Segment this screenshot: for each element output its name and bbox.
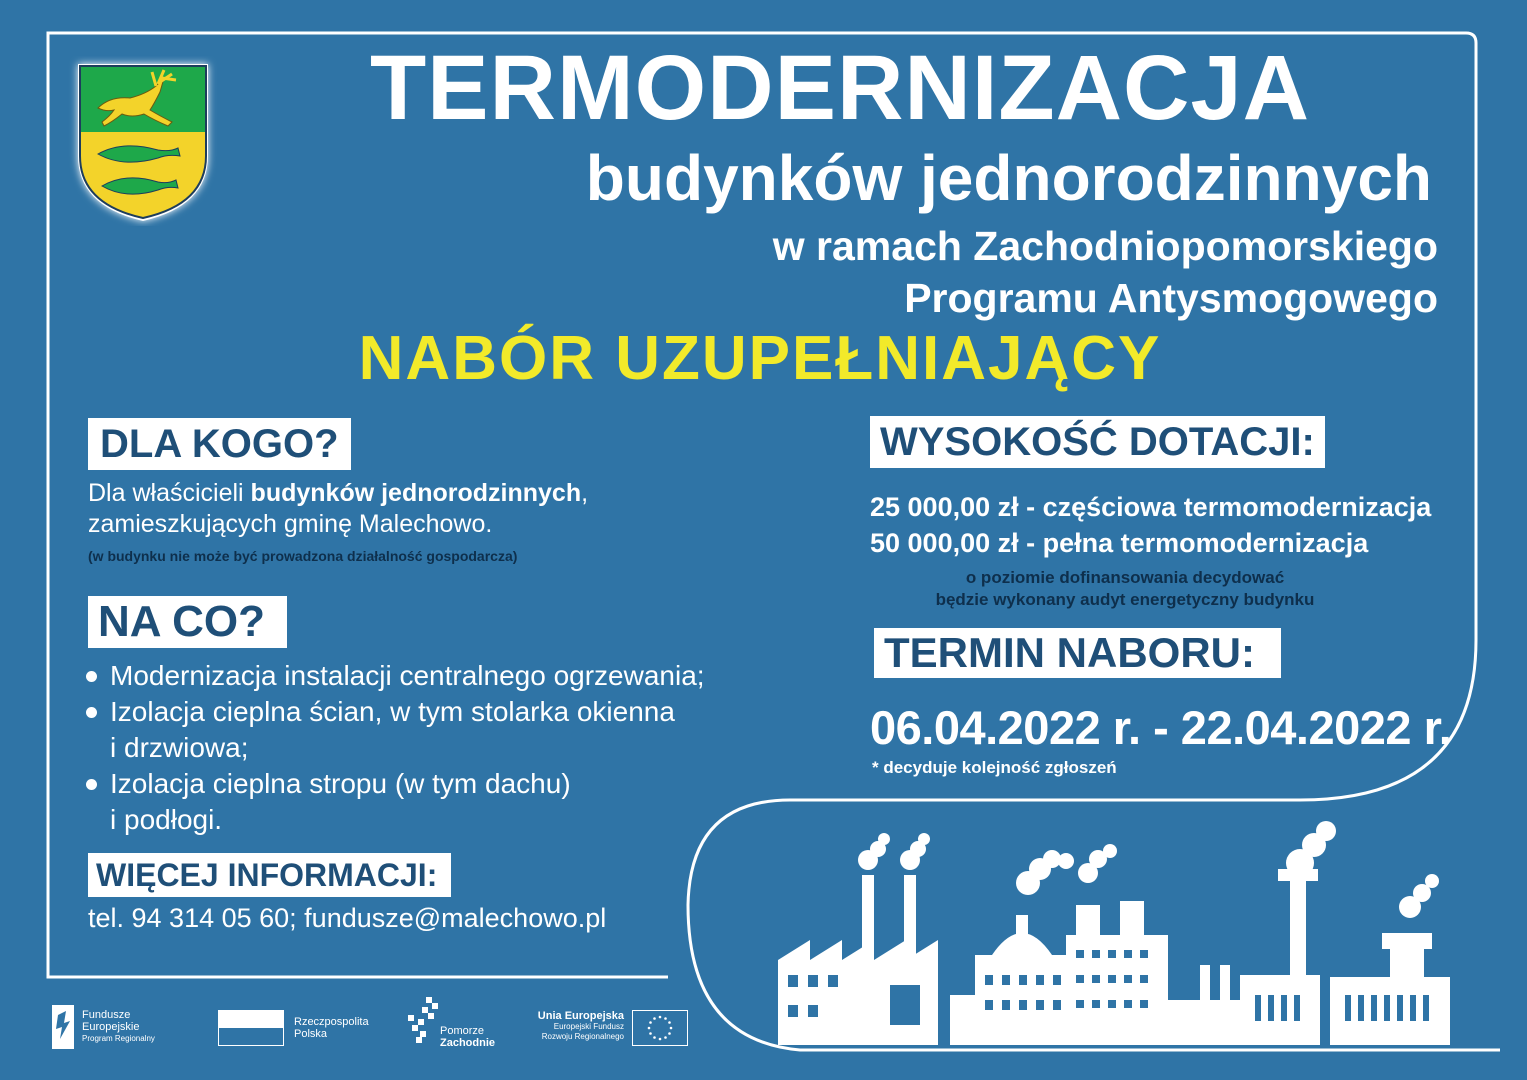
eu-flag-icon bbox=[632, 1010, 688, 1046]
grant-note-line2: będzie wykonany audyt energetyczny budynku bbox=[935, 590, 1315, 609]
list-item-line1: Modernizacja instalacji centralnego ogrzewania; bbox=[110, 660, 705, 691]
logo-fundusze-europejskie bbox=[52, 1005, 192, 1053]
coat-of-arms-icon bbox=[68, 56, 218, 226]
contact-info: tel. 94 314 05 60; fundusze@malechowo.pl bbox=[88, 903, 607, 933]
ue-line3: Rozwoju Regionalnego bbox=[541, 1032, 624, 1041]
fe-line2: Europejskie bbox=[82, 1021, 140, 1033]
recruitment-heading: NABÓR UZUPEŁNIAJĄCY bbox=[358, 324, 1162, 393]
term-label: TERMIN NABORU: bbox=[874, 628, 1281, 678]
who-text-line2: zamieszkujących gminę Malechowo. bbox=[88, 510, 493, 538]
ue-line2: Europejski Fundusz bbox=[553, 1022, 624, 1031]
grant-note-line1: o poziomie dofinansowania decydować bbox=[965, 568, 1285, 587]
list-item bbox=[84, 694, 724, 766]
logo-unia-europejska bbox=[524, 1010, 694, 1050]
what-label: NA CO? bbox=[88, 596, 287, 648]
bullet-icon bbox=[86, 671, 97, 682]
list-item bbox=[84, 658, 724, 694]
who-label: DLA KOGO? bbox=[88, 418, 351, 470]
pz-line2: Zachodnie bbox=[440, 1037, 496, 1049]
page-title: TERMODERNIZACJA bbox=[369, 37, 1311, 139]
grant-amount-partial: 25 000,00 zł - częściowa termomodernizacja bbox=[870, 492, 1432, 522]
list-item-line1: Izolacja cieplna stropu (w tym dachu) bbox=[110, 768, 571, 799]
what-list bbox=[84, 658, 724, 838]
who-text-prefix: Dla właścicieli bbox=[88, 479, 251, 507]
ue-line1: Unia Europejska bbox=[537, 1010, 624, 1022]
list-item-line1: Izolacja cieplna ścian, w tym stolarka okienna bbox=[110, 696, 675, 727]
list-item-line2: i drzwiowa; bbox=[110, 732, 249, 763]
who-note: (w budynku nie może być prowadzona działalność gospodarcza) bbox=[88, 548, 518, 564]
logo-rzeczpospolita-polska bbox=[218, 1010, 398, 1050]
rp-line1: Rzeczpospolita bbox=[294, 1016, 369, 1028]
who-text-suffix: , bbox=[581, 479, 589, 507]
grant-amount-full: 50 000,00 zł - pełna termomodernizacja bbox=[870, 528, 1369, 558]
list-item bbox=[84, 766, 724, 838]
subtitle-building-type: budynków jednorodzinnych bbox=[585, 142, 1432, 214]
dates-note: * decyduje kolejność zgłoszeń bbox=[872, 758, 1117, 777]
pz-line1: Pomorze bbox=[440, 1025, 485, 1037]
polish-flag-icon bbox=[218, 1010, 284, 1046]
fe-line1: Fundusze bbox=[82, 1009, 131, 1021]
who-text-bold: budynków jednorodzinnych bbox=[250, 479, 582, 507]
more-info-label: WIĘCEJ INFORMACJI: bbox=[88, 853, 451, 897]
recruitment-dates: 06.04.2022 r. - 22.04.2022 r. bbox=[870, 701, 1452, 754]
fe-line3: Program Regionalny bbox=[82, 1034, 155, 1043]
bullet-icon bbox=[86, 779, 97, 790]
rp-line2: Polska bbox=[294, 1028, 328, 1040]
grant-amount-label: WYSOKOŚĆ DOTACJI: bbox=[870, 416, 1325, 468]
subtitle-program-line2: Programu Antysmogowego bbox=[904, 275, 1438, 321]
bullet-icon bbox=[86, 707, 97, 718]
who-description bbox=[88, 478, 788, 540]
fundusze-europejskie-icon bbox=[52, 1005, 74, 1049]
factory-skyline-icon bbox=[770, 815, 1470, 1055]
subtitle-program-line1: w ramach Zachodniopomorskiego bbox=[772, 223, 1438, 269]
list-item-line2: i podłogi. bbox=[110, 804, 223, 835]
logo-pomorze-zachodnie bbox=[406, 995, 516, 1050]
